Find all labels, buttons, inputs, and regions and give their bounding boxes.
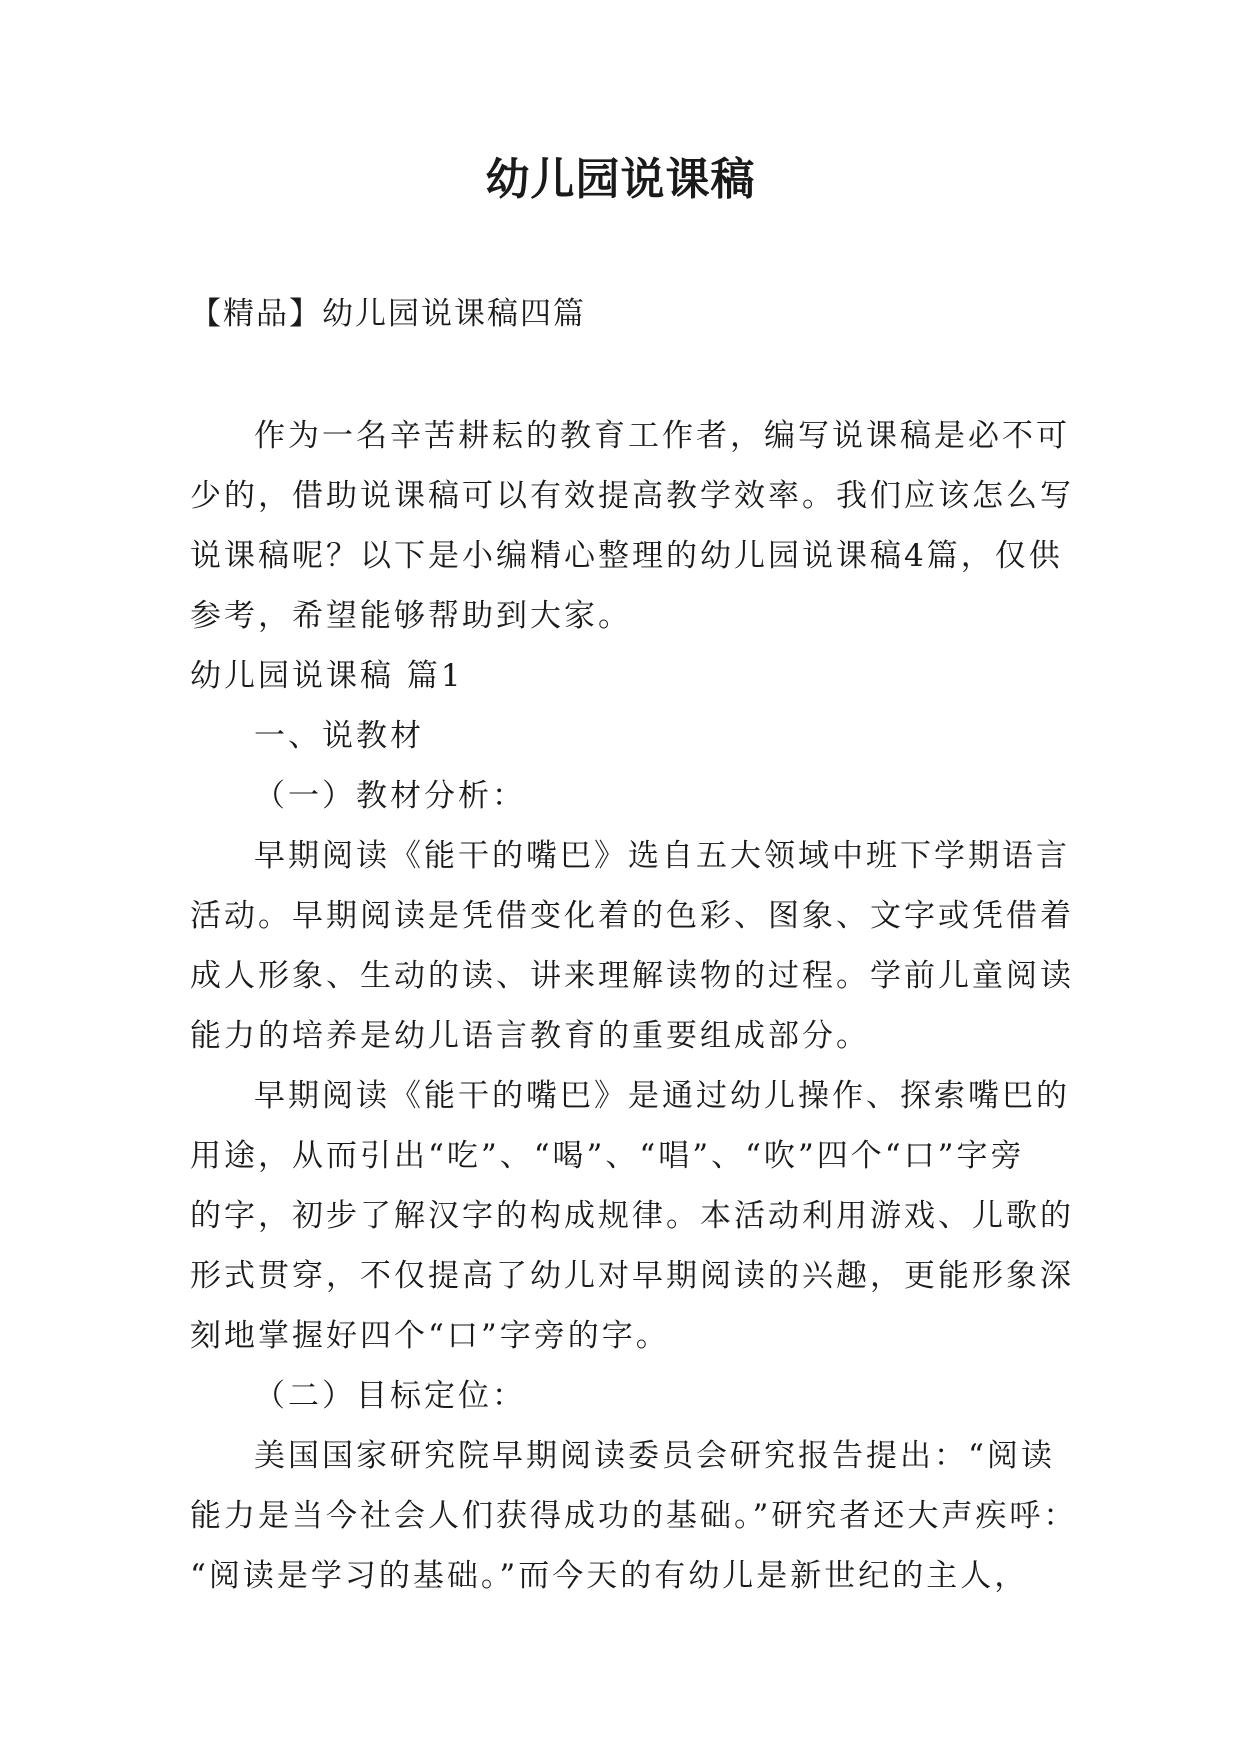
paragraph-line: 说课稿呢？以下是小编精心整理的幼儿园说课稿4篇，仅供	[190, 538, 1063, 574]
paragraph-line: 成人形象、生动的读、讲来理解读物的过程。学前儿童阅读	[190, 958, 1074, 994]
document-title: 幼儿园说课稿	[485, 154, 756, 205]
paragraph-line: 能力的培养是幼儿语言教育的重要组成部分。	[190, 1018, 870, 1054]
paragraph-line: 能力是当今社会人们获得成功的基础。”研究者还大声疾呼：	[190, 1498, 1078, 1534]
document-subtitle: 【精品】幼儿园说课稿四篇	[190, 296, 586, 332]
document-body	[190, 406, 1120, 1606]
paragraph-line: 早期阅读《能干的嘴巴》选自五大领域中班下学期语言	[254, 838, 1070, 874]
paragraph-line: 的字，初步了解汉字的构成规律。本活动利用游戏、儿歌的	[190, 1198, 1074, 1234]
subsection-heading: 一、说教材	[254, 718, 424, 754]
paragraph-line: 少的，借助说课稿可以有效提高教学效率。我们应该怎么写	[190, 478, 1074, 514]
paragraph-line: 用途，从而引出“吃”、“喝”、“唱”、“吹”四个“口”字旁	[190, 1138, 1025, 1174]
paragraph-line: 刻地掌握好四个“口”字旁的字。	[190, 1318, 670, 1354]
paragraph-line: 活动。早期阅读是凭借变化着的色彩、图象、文字或凭借着	[190, 898, 1074, 934]
paragraph-line: 参考，希望能够帮助到大家。	[190, 598, 632, 634]
paragraph-line: 美国国家研究院早期阅读委员会研究报告提出：“阅读	[254, 1438, 1055, 1474]
section-heading: 幼儿园说课稿 篇1	[190, 658, 464, 694]
subsection-heading: （一）教材分析：	[254, 778, 526, 814]
paragraph-line: 形式贯穿，不仅提高了幼儿对早期阅读的兴趣，更能形象深	[190, 1258, 1074, 1294]
subsection-heading: （二）目标定位：	[254, 1378, 526, 1414]
paragraph-line: “阅读是学习的基础。”而今天的有幼儿是新世纪的主人，	[190, 1558, 1029, 1594]
paragraph-line: 作为一名辛苦耕耘的教育工作者，编写说课稿是必不可	[254, 418, 1070, 454]
paragraph-line: 早期阅读《能干的嘴巴》是通过幼儿操作、探索嘴巴的	[254, 1078, 1070, 1114]
